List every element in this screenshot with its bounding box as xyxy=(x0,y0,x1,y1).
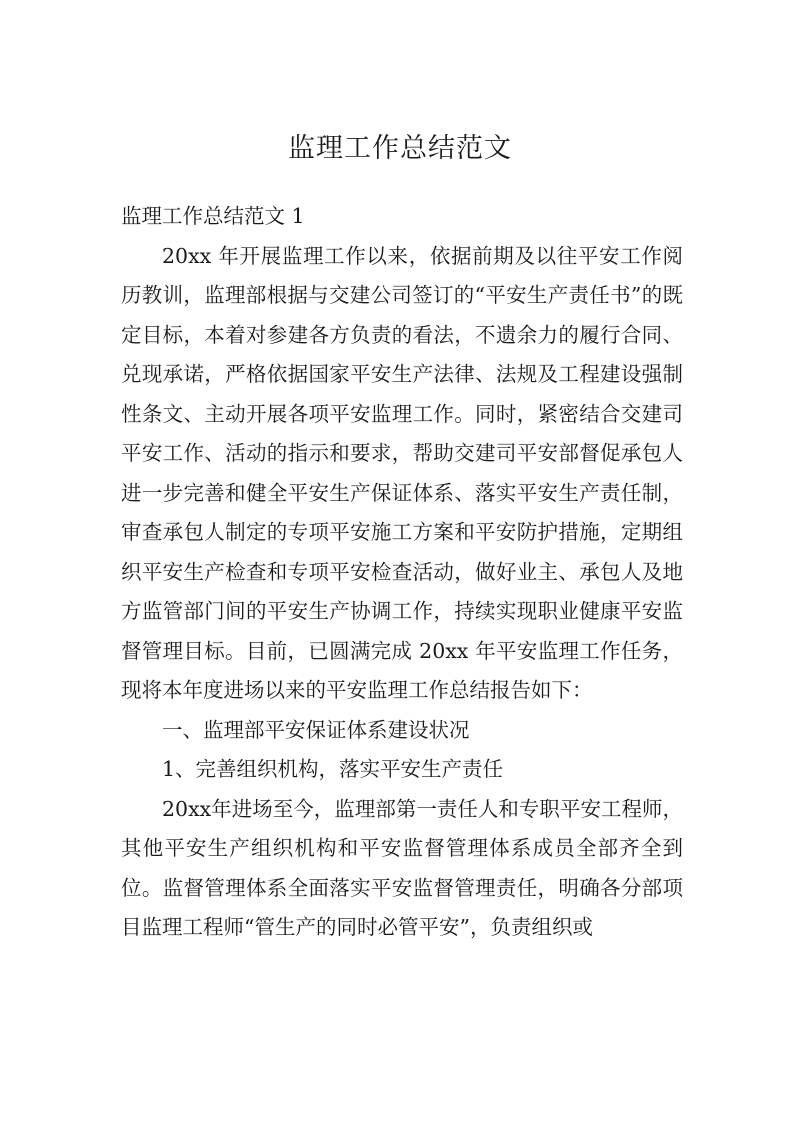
section-heading: 监理工作总结范文 1 xyxy=(121,204,305,228)
paragraph-intro: 20xx 年开展监理工作以来，依据前期及以往平安工作阅历教训，监理部根据与交建公司签订的“平安生产责任书”的既定目标，本着对参建各方负责的看法，不遗余力的履行合同、兑现承诺，严格依据国家平安生产法律、法规及工程建设强制性条文、主动开展各项平安监理工作。同时，紧密结合交建司平安工作、活动的指示和要求，帮助交建司平安部督促承包人进一步完善和健全平安生产保证体系、落实平安生产责任制，审查承包人制定的专项平安施工方案和平安防护措施，定期组织平安生产检查和专项平安检查活动，做好业主、承包人及地方监管部门间的平安生产协调工作，持续实现职业健康平安监督管理目标。目前，已圆满完成 20xx 年平安监理工作任务，现将本年度进场以来的平安监理工作总结报告如下： xyxy=(121,243,683,702)
subsection-heading-1-1: 1、完善组织机构，落实平安生产责任 xyxy=(162,757,504,781)
document-title: 监理工作总结范文 xyxy=(288,133,512,164)
document-body xyxy=(121,197,683,948)
paragraph-organization: 20xx年进场至今，监理部第一责任人和专职平安工程师，其他平安生产组织机构和平安监督管理体系成员全部齐全到位。监督管理体系全面落实平安监督管理责任，明确各分部项目监理工程师“管生产的同时必管平安”，负责组织或 xyxy=(121,796,683,939)
section-heading-1: 一、监理部平安保证体系建设状况 xyxy=(162,717,470,742)
